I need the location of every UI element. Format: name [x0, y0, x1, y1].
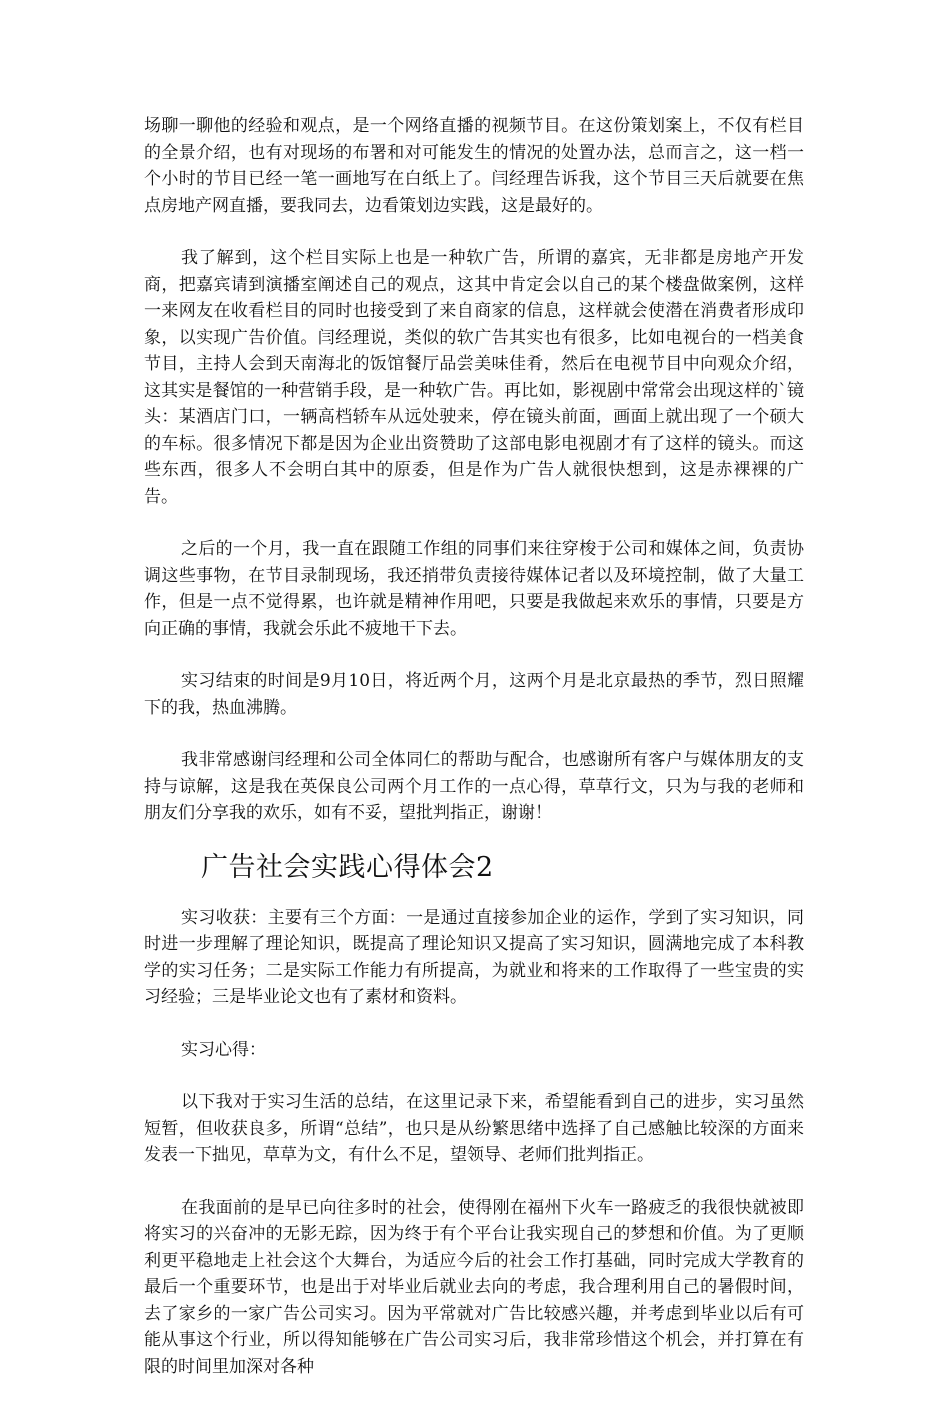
- document-body: [144, 113, 804, 1406]
- paragraph: 实习收获：主要有三个方面：一是通过直接参加企业的运作，学到了实习知识，同时进一步理解了理论知识，既提高了理论知识又提高了实习知识，圆满地完成了本科教学的实习任务；二是实际工作能力有所提高，为就业和将来的工作取得了一些宝贵的实习经验；三是毕业论文也有了素材和资料。: [144, 907, 804, 1007]
- paragraph: 实习结束的时间是9月10日，将近两个月，这两个月是北京最热的季节，烈日照耀下的我，热血沸腾。: [144, 671, 804, 718]
- paragraph: 我了解到，这个栏目实际上也是一种软广告，所谓的嘉宾，无非都是房地产开发商，把嘉宾请到演播室阐述自己的观点，这其中肯定会以自己的某个楼盘做案例，这样一来网友在收看栏目的同时也接受到了来自商家的信息，这样就会使潜在消费者形成印象，以实现广告价值。闫经理说，类似的软广告其实也有很多，比如电视台的一档美食节目，主持人会到天南海北的饭馆餐厅品尝美味佳肴，然后在电视节目中向观众介绍，这其实是餐馆的一种营销手段，是一种软广告。再比如，影视剧中常常会出现这样的`镜头：某酒店门口，一辆高档轿车从远处驶来，停在镜头前面，画面上就出现了一个硕大的车标。很多情况下都是因为企业出资赞助了这部电影电视剧才有了这样的镜头。而这些东西，很多人不会明白其中的原委，但是作为广告人就很快想到，这是赤裸裸的广告。: [144, 248, 804, 507]
- paragraph: 实习心得：: [181, 1039, 266, 1060]
- paragraph: 场聊一聊他的经验和观点，是一个网络直播的视频节目。在这份策划案上，不仅有栏目的全景介绍，也有对现场的布署和对可能发生的情况的处置办法，总而言之，这一档一个小时的节目已经一笔一画地写在白纸上了。闫经理告诉我，这个节目三天后就要在焦点房地产网直播，要我同去，边看策划边实践，这是最好的。: [144, 116, 804, 216]
- paragraph: 我非常感谢闫经理和公司全体同仁的帮助与配合，也感谢所有客户与媒体朋友的支持与谅解，这是我在英保良公司两个月工作的一点心得，草草行文，只为与我的老师和朋友们分享我的欢乐，如有不妥，望批判指正，谢谢！: [144, 750, 804, 823]
- paragraph: 在我面前的是早已向往多时的社会，使得刚在福州下火车一路疲乏的我很快就被即将实习的兴奋冲的无影无踪，因为终于有个平台让我实现自己的梦想和价值。为了更顺利更平稳地走上社会这个大舞台，为适应今后的社会工作打基础，同时完成大学教育的最后一个重要环节，也是出于对毕业后就业去向的考虑，我合理利用自己的暑假时间，去了家乡的一家广告公司实习。因为平常就对广告比较感兴趣，并考虑到毕业以后有可能从事这个行业，所以得知能够在广告公司实习后，我非常珍惜这个机会，并打算在有限的时间里加深对各种: [144, 1197, 804, 1377]
- paragraph: 以下我对于实习生活的总结，在这里记录下来，希望能看到自己的进步，实习虽然短暂，但收获良多，所谓“总结”，也只是从纷繁思绪中选择了自己感触比较深的方面来发表一下拙见，草草为文，有什么不足，望领导、老师们批判指正。: [144, 1092, 804, 1165]
- paragraph: 之后的一个月，我一直在跟随工作组的同事们来往穿梭于公司和媒体之间，负责协调这些事物，在节目录制现场，我还捎带负责接待媒体记者以及环境控制，做了大量工作，但是一点不觉得累，也许就是精神作用吧，只要是我做起来欢乐的事情，只要是方向正确的事情，我就会乐此不疲地干下去。: [144, 539, 804, 639]
- section-heading: 广告社会实践心得体会2: [201, 851, 494, 883]
